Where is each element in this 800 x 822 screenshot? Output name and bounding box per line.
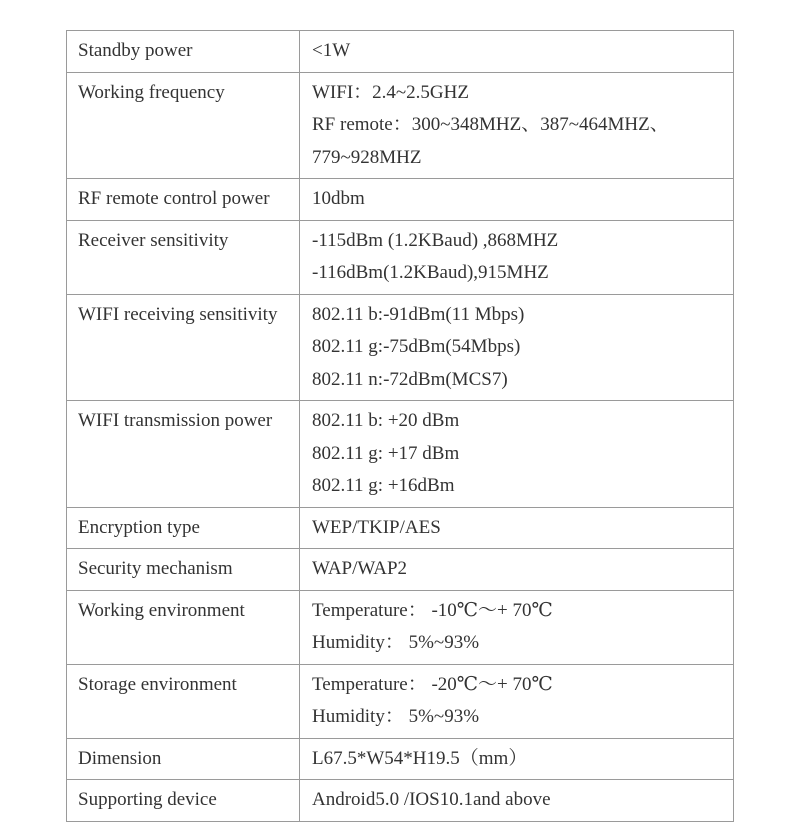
spec-label-text: Security mechanism bbox=[78, 558, 233, 579]
spec-label-text: Supporting device bbox=[78, 789, 217, 810]
spec-value-line: 802.11 g: +17 dBm bbox=[312, 442, 460, 464]
spec-value bbox=[300, 507, 734, 549]
spec-label-text: Working frequency bbox=[78, 81, 225, 103]
table-row bbox=[67, 31, 734, 73]
spec-value-line: L67.5*W54*H19.5（mm） bbox=[312, 747, 528, 769]
spec-value-line: 802.11 g: +16dBm bbox=[312, 475, 455, 496]
spec-value bbox=[300, 31, 734, 73]
spec-label-text: Storage environment bbox=[78, 673, 237, 695]
spec-label bbox=[67, 294, 300, 401]
spec-label-text: Standby power bbox=[78, 40, 193, 61]
table-row bbox=[67, 738, 734, 780]
table-row bbox=[67, 401, 734, 508]
spec-value-line: Android5.0 /IOS10.1and above bbox=[312, 789, 551, 810]
table-row bbox=[67, 549, 734, 591]
spec-label-text: RF remote control power bbox=[78, 188, 270, 209]
table-row bbox=[67, 179, 734, 221]
spec-label-text: Dimension bbox=[78, 747, 162, 769]
spec-label bbox=[67, 507, 300, 549]
table-row bbox=[67, 780, 734, 822]
spec-label-text: Encryption type bbox=[78, 516, 200, 538]
table-row bbox=[67, 507, 734, 549]
spec-value bbox=[300, 401, 734, 508]
spec-value bbox=[300, 179, 734, 221]
spec-value bbox=[300, 738, 734, 780]
spec-value-line: 802.11 b: +20 dBm bbox=[312, 410, 460, 431]
spec-label-text: WIFI receiving sensitivity bbox=[78, 303, 278, 325]
spec-value bbox=[300, 72, 734, 179]
spec-value bbox=[300, 590, 734, 664]
spec-value-line: Humidity： 5%~93% bbox=[312, 632, 480, 653]
table-row bbox=[67, 294, 734, 401]
spec-label bbox=[67, 220, 300, 294]
spec-value bbox=[300, 780, 734, 822]
spec-label bbox=[67, 72, 300, 179]
spec-value-line: -115dBm (1.2KBaud) ,868MHZ bbox=[312, 229, 559, 251]
spec-value-line: WEP/TKIP/AES bbox=[312, 516, 441, 538]
spec-label bbox=[67, 738, 300, 780]
table-row bbox=[67, 664, 734, 738]
spec-value-line: 10dbm bbox=[312, 188, 365, 209]
spec-label-text: WIFI transmission power bbox=[78, 410, 273, 431]
spec-value-line: Temperature： -10℃～+ 70℃ bbox=[312, 599, 553, 621]
spec-label bbox=[67, 401, 300, 508]
spec-label bbox=[67, 590, 300, 664]
spec-value-line: 779~928MHZ bbox=[312, 146, 422, 168]
table-row bbox=[67, 590, 734, 664]
spec-value-line: 802.11 g:-75dBm(54Mbps) bbox=[312, 336, 521, 357]
spec-table bbox=[66, 30, 734, 822]
spec-value-line: 802.11 b:-91dBm(11 Mbps) bbox=[312, 303, 525, 325]
spec-value bbox=[300, 294, 734, 401]
table-row bbox=[67, 72, 734, 179]
spec-value-line: Temperature： -20℃～+ 70℃ bbox=[312, 673, 553, 695]
spec-value bbox=[300, 664, 734, 738]
spec-label bbox=[67, 664, 300, 738]
table-row bbox=[67, 220, 734, 294]
spec-value-line: WIFI：2.4~2.5GHZ bbox=[312, 81, 469, 103]
spec-label bbox=[67, 780, 300, 822]
spec-value-line: 802.11 n:-72dBm(MCS7) bbox=[312, 368, 508, 390]
spec-label bbox=[67, 179, 300, 221]
spec-value bbox=[300, 220, 734, 294]
spec-value-line: <1W bbox=[312, 40, 351, 61]
spec-value-line: -116dBm(1.2KBaud),915MHZ bbox=[312, 262, 549, 283]
spec-label bbox=[67, 549, 300, 591]
spec-label-text: Working environment bbox=[78, 599, 245, 621]
spec-value-line: RF remote：300~348MHZ、387~464MHZ、 bbox=[312, 114, 669, 135]
spec-label bbox=[67, 31, 300, 73]
spec-value bbox=[300, 549, 734, 591]
spec-value-line: Humidity： 5%~93% bbox=[312, 706, 480, 727]
spec-label-text: Receiver sensitivity bbox=[78, 229, 229, 251]
spec-value-line: WAP/WAP2 bbox=[312, 558, 408, 579]
